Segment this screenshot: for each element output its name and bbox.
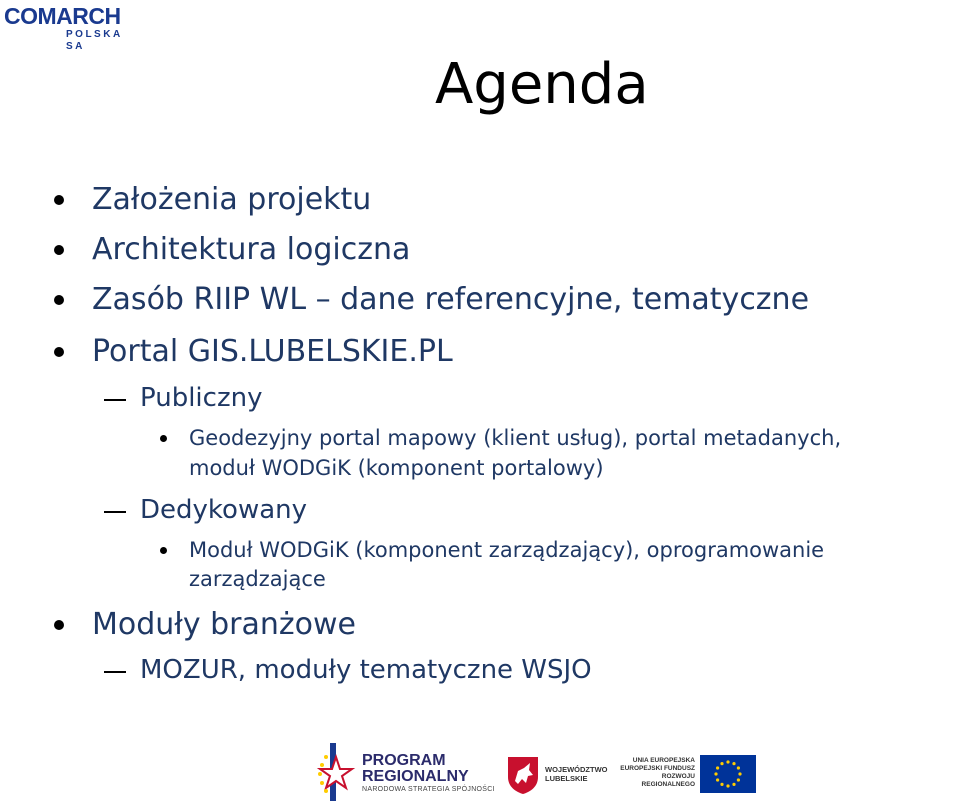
company-subtitle: POLSKA SA: [66, 29, 123, 52]
dash-icon: [104, 511, 126, 513]
agenda-item-1: Założenia projektu: [92, 182, 372, 217]
bullet-icon: [54, 620, 64, 630]
agenda-subitem-mozur: MOZUR, moduły tematyczne WSJO: [140, 655, 592, 685]
agenda-subitem-dedicated: Dedykowany: [140, 495, 308, 525]
program-line3: NARODOWA STRATEGIA SPÓJNOŚCI: [362, 786, 495, 793]
voivodeship-text: [545, 765, 608, 783]
voivodeship-line2: LUBELSKIE: [545, 774, 588, 783]
bullet-icon: [54, 245, 64, 255]
program-regionalny-text: [362, 753, 495, 795]
agenda-detail-public-line2: moduł WODGiK (komponent portalowy): [189, 456, 604, 480]
eu-line2: EUROPEJSKI FUNDUSZ: [620, 765, 695, 772]
footer-logos: [0, 735, 960, 809]
lubelskie-shield-icon: [506, 755, 540, 795]
eu-text: [617, 757, 695, 789]
eu-line3: ROZWOJU REGIONALNEGO: [641, 773, 695, 788]
eu-line1: UNIA EUROPEJSKA: [632, 757, 695, 764]
company-name: COMARCH: [4, 3, 121, 29]
european-funds-star-icon: [316, 743, 356, 801]
bullet-icon: [54, 347, 64, 357]
slide-title: Agenda: [435, 52, 649, 117]
agenda-detail-public-line1: Geodezyjny portal mapowy (klient usług), portal metadanych,: [189, 426, 842, 450]
agenda-item-3: Zasób RIIP WL – dane referencyjne, tematyczne: [92, 282, 810, 317]
voivodeship-line1: WOJEWÓDZTWO: [545, 765, 608, 774]
agenda-item-2: Architektura logiczna: [92, 232, 411, 267]
agenda-subitem-public: Publiczny: [140, 383, 263, 413]
bullet-icon: [160, 547, 167, 554]
agenda-detail-dedicated-line2: zarządzające: [189, 567, 326, 591]
agenda-detail-dedicated-line1: Moduł WODGiK (komponent zarządzający), oprogramowanie: [189, 538, 825, 562]
agenda-item-4: Portal GIS.LUBELSKIE.PL: [92, 334, 453, 369]
agenda-item-5: Moduły branżowe: [92, 607, 356, 642]
dash-icon: [104, 671, 126, 673]
program-line2: REGIONALNY: [362, 768, 469, 785]
eu-flag-icon: [700, 755, 756, 793]
dash-icon: [104, 399, 126, 401]
bullet-icon: [54, 295, 64, 305]
program-line1: PROGRAM: [362, 752, 446, 769]
bullet-icon: [54, 195, 64, 205]
bullet-icon: [160, 435, 167, 442]
comarch-logo: [4, 3, 144, 52]
